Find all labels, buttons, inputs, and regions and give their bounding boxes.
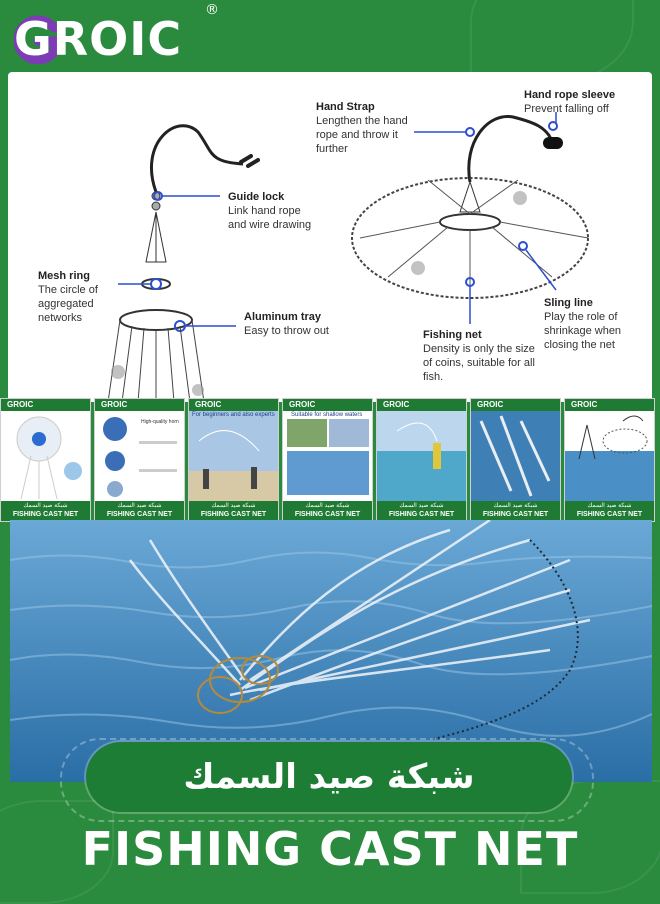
thumbnail[interactable] — [470, 398, 561, 522]
thumbnail-strip — [0, 398, 660, 522]
thumb-logo: GROIC — [101, 400, 128, 409]
thumbnail[interactable] — [0, 398, 91, 522]
thumb-caption: Suitable for shallow waters — [291, 412, 363, 418]
registered-mark: ® — [205, 2, 219, 18]
thumb-image — [283, 411, 372, 501]
thumb-image — [471, 411, 560, 501]
thumb-caption: High-quality horn — [141, 419, 179, 425]
thumb-arabic-title: شبكة صيد السمك — [587, 503, 632, 509]
thumb-title: FISHING CAST NET — [576, 511, 643, 518]
label-mesh-ring: Mesh ring The circle of aggregated networks — [38, 270, 98, 324]
thumb-arabic-title: شبكة صيد السمك — [117, 503, 162, 509]
thumb-logo: GROIC — [195, 400, 222, 409]
thumb-title: FISHING CAST NET — [294, 511, 361, 518]
label-sling-line: Sling line Play the role of shrinkage when closing the net — [544, 297, 622, 351]
thumbnail[interactable] — [188, 398, 279, 522]
arabic-title: شبكة صيد السمك — [183, 757, 475, 797]
thumb-logo: GROIC — [289, 400, 316, 409]
arabic-title-banner — [86, 742, 572, 812]
thumb-caption: For beginners and also experts — [192, 412, 275, 418]
label-fishing-net: Fishing net Density is only the size of coins, suitable for all fish. — [423, 329, 535, 383]
thumb-logo: GROIC — [7, 400, 34, 409]
thumbnail[interactable] — [564, 398, 655, 522]
thumb-image — [1, 411, 90, 501]
thumb-logo: GROIC — [477, 400, 504, 409]
product-title: FISHING CAST NET — [81, 822, 579, 876]
thumbnail[interactable] — [282, 398, 373, 522]
thumb-title: FISHING CAST NET — [12, 511, 79, 518]
label-guide-lock: Guide lock Link hand rope and wire drawing — [228, 191, 312, 231]
thumb-title: FISHING CAST NET — [106, 511, 173, 518]
thumbnail[interactable] — [376, 398, 467, 522]
thumbnail[interactable] — [94, 398, 185, 522]
thumb-arabic-title: شبكة صيد السمك — [493, 503, 538, 509]
thumb-image — [95, 411, 184, 501]
thumb-image — [565, 411, 654, 501]
thumb-title: FISHING CAST NET — [482, 511, 549, 518]
label-aluminum-tray: Aluminum tray Easy to throw out — [244, 311, 329, 337]
thumb-logo: GROIC — [383, 400, 410, 409]
thumb-arabic-title: شبكة صيد السمك — [305, 503, 350, 509]
thumb-image — [377, 411, 466, 501]
thumb-arabic-title: شبكة صيد السمك — [211, 503, 256, 509]
thumb-title: FISHING CAST NET — [200, 511, 267, 518]
label-hand-rope-sleeve: Hand rope sleeve Prevent falling off — [524, 89, 616, 115]
thumb-arabic-title: شبكة صيد السمك — [23, 503, 68, 509]
brand-logo — [14, 10, 182, 68]
thumb-title: FISHING CAST NET — [388, 511, 455, 518]
thumb-image — [189, 411, 278, 501]
logo-text: GROIC — [14, 12, 183, 66]
thumb-logo: GROIC — [571, 400, 598, 409]
label-hand-strap: Hand Strap Lengthen the hand rope and throw it further — [316, 101, 408, 155]
product-diagram — [8, 72, 652, 402]
thumb-arabic-title: شبكة صيد السمك — [399, 503, 444, 509]
